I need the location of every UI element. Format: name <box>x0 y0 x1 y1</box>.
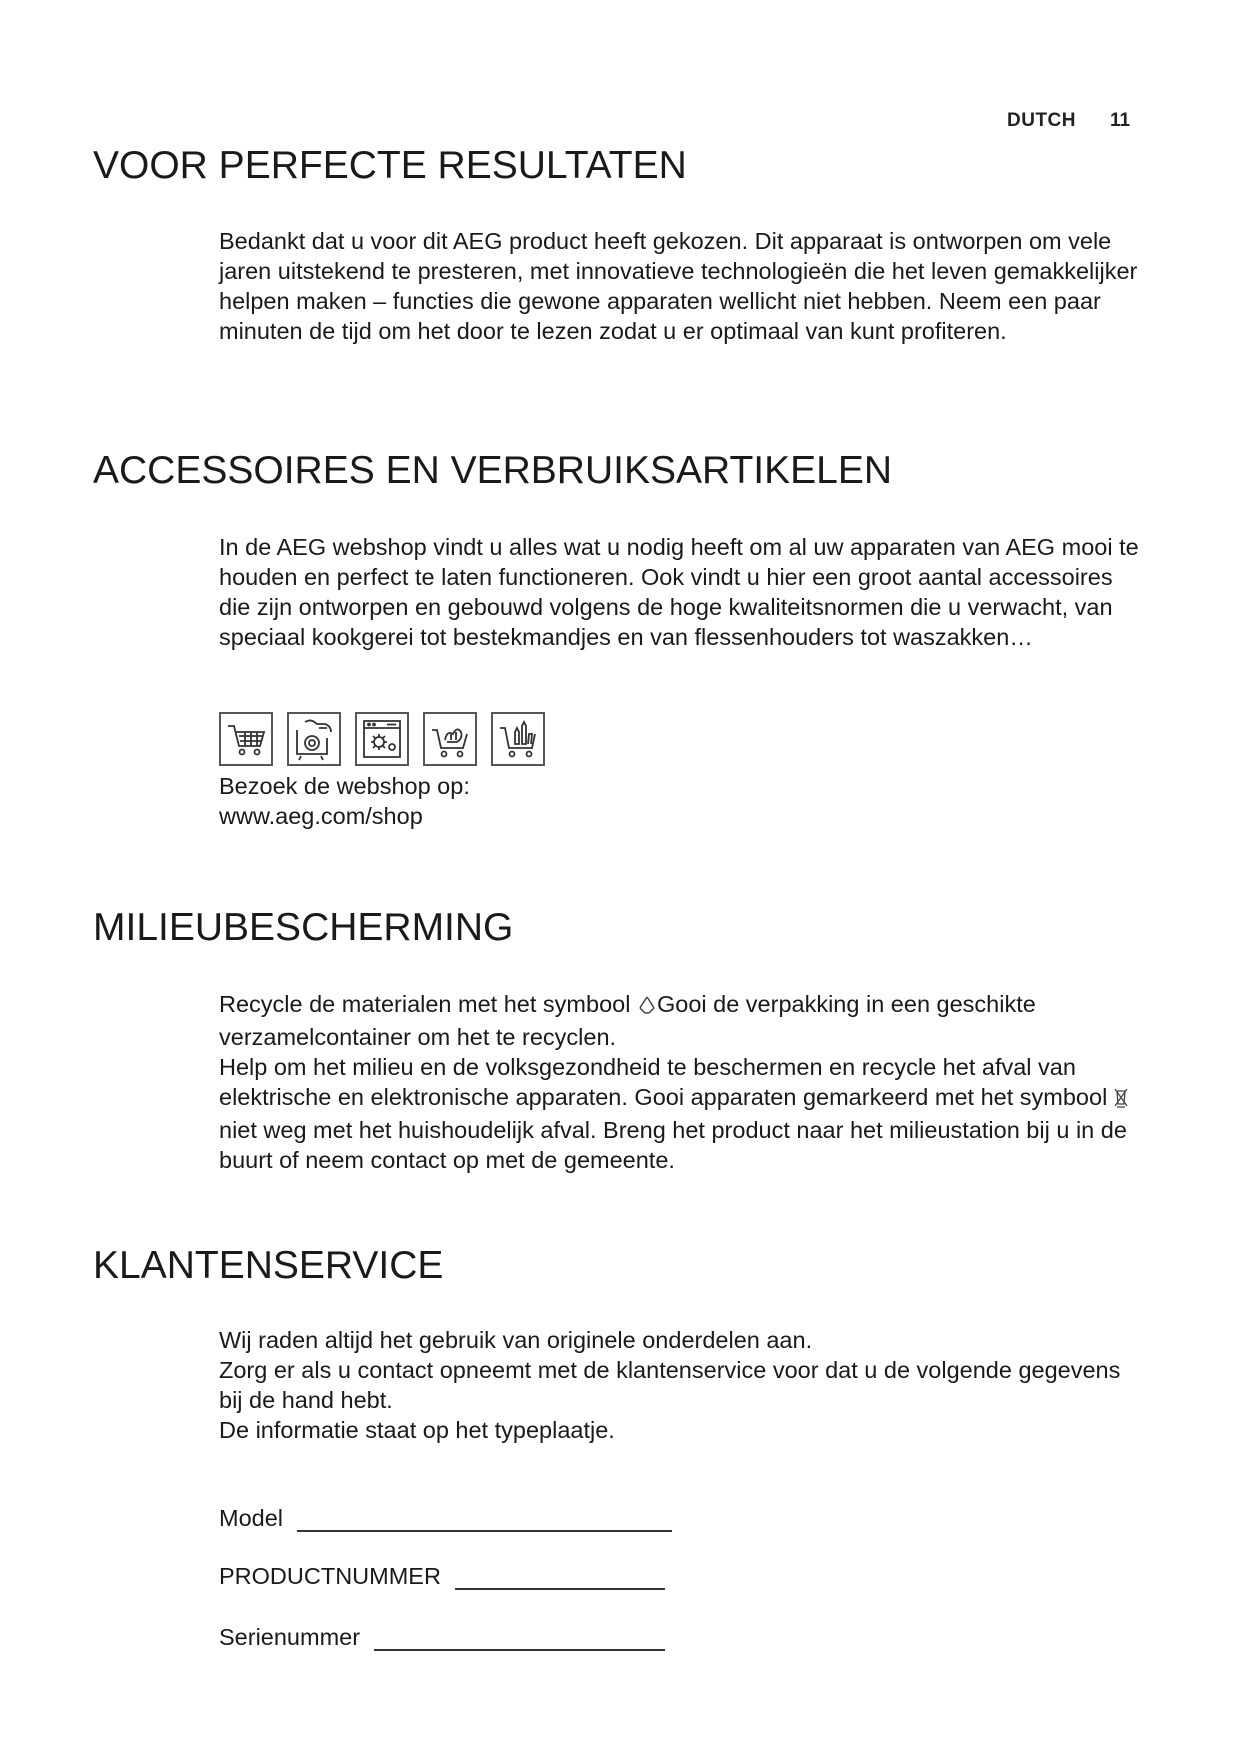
service-line-2: Zorg er als u contact opneemt met de klantenservice voor dat u de volgende gegevens bij de hand hebt. <box>219 1357 1121 1413</box>
environment-paragraph-1 <box>219 989 1139 1052</box>
accessories-body <box>219 532 1139 652</box>
serial-number-field-row <box>219 1624 665 1651</box>
serial-number-field[interactable] <box>374 1627 665 1651</box>
results-body <box>219 226 1139 346</box>
service-body <box>219 1325 1139 1445</box>
environment-paragraph-2 <box>219 1052 1139 1175</box>
accessories-paragraph: In de AEG webshop vindt u alles wat u nodig heeft om al uw apparaten van AEG mooi te houden en perfect te laten functioneren. Ook vindt u hier een groot aantal accessoires die zijn ontworpen en gebouwd volgens de hoge kwaliteitsnormen die u verwacht, van speciaal kookgerei tot bestekmandjes en van flessenhouders tot waszakken… <box>219 534 1139 650</box>
section-title-service: KLANTENSERVICE <box>93 1244 444 1287</box>
service-line-3: De informatie staat op het typeplaatje. <box>219 1417 615 1443</box>
page-number: 11 <box>1110 110 1131 131</box>
header-language: DUTCH <box>1007 110 1076 131</box>
recycle-icon <box>637 992 657 1022</box>
section-title-results: VOOR PERFECTE RESULTATEN <box>93 144 687 187</box>
environment-text-1a: Recycle de materialen met het symbool <box>219 991 637 1017</box>
webshop-visit <box>219 771 1139 831</box>
crossed-bin-icon <box>1114 1085 1128 1115</box>
section-title-environment: MILIEUBESCHERMING <box>93 906 514 949</box>
washing-machine-icon <box>287 712 341 766</box>
environment-text-1b: Gooi de verpakking in een geschikte verzamelcontainer om het te recyclen. <box>219 991 1036 1050</box>
webshop-icons <box>219 712 545 766</box>
section-title-accessories: ACCESSOIRES EN VERBRUIKSARTIKELEN <box>93 449 893 492</box>
cart-hands-icon <box>423 712 477 766</box>
environment-body <box>219 989 1139 1175</box>
model-field[interactable] <box>297 1508 672 1532</box>
model-label: Model <box>219 1505 284 1531</box>
shopping-cart-icon <box>219 712 273 766</box>
model-field-row <box>219 1505 672 1532</box>
service-line-1: Wij raden altijd het gebruik van originele onderdelen aan. <box>219 1327 813 1353</box>
webshop-url-link[interactable]: www.aeg.com/shop <box>219 803 423 829</box>
product-number-field-row <box>219 1563 665 1590</box>
product-number-label: PRODUCTNUMMER <box>219 1563 441 1589</box>
webshop-visit-label: Bezoek de webshop op: <box>219 773 470 799</box>
results-paragraph: Bedankt dat u voor dit AEG product heeft gekozen. Dit apparaat is ontworpen om vele jaren uitstekend te presteren, met innovatieve technologieën die het leven gemakkelijker helpen maken – functies die gewone apparaten wellicht niet hebben. Neem een paar minuten de tijd om het door te lezen zodat u er optimaal van kunt profiteren. <box>219 228 1138 344</box>
dishwasher-icon <box>355 712 409 766</box>
cart-bottles-icon <box>491 712 545 766</box>
environment-text-2b: niet weg met het huishoudelijk afval. Breng het product naar het milieustation bij u in de buurt of neem contact op met de gemeente. <box>219 1117 1127 1173</box>
serial-number-label: Serienummer <box>219 1624 361 1650</box>
environment-text-2a: Help om het milieu en de volksgezondheid te beschermen en recycle het afval van elektrische en elektronische apparaten. Gooi apparaten gemarkeerd met het symbool <box>219 1054 1114 1110</box>
product-number-field[interactable] <box>455 1566 665 1590</box>
